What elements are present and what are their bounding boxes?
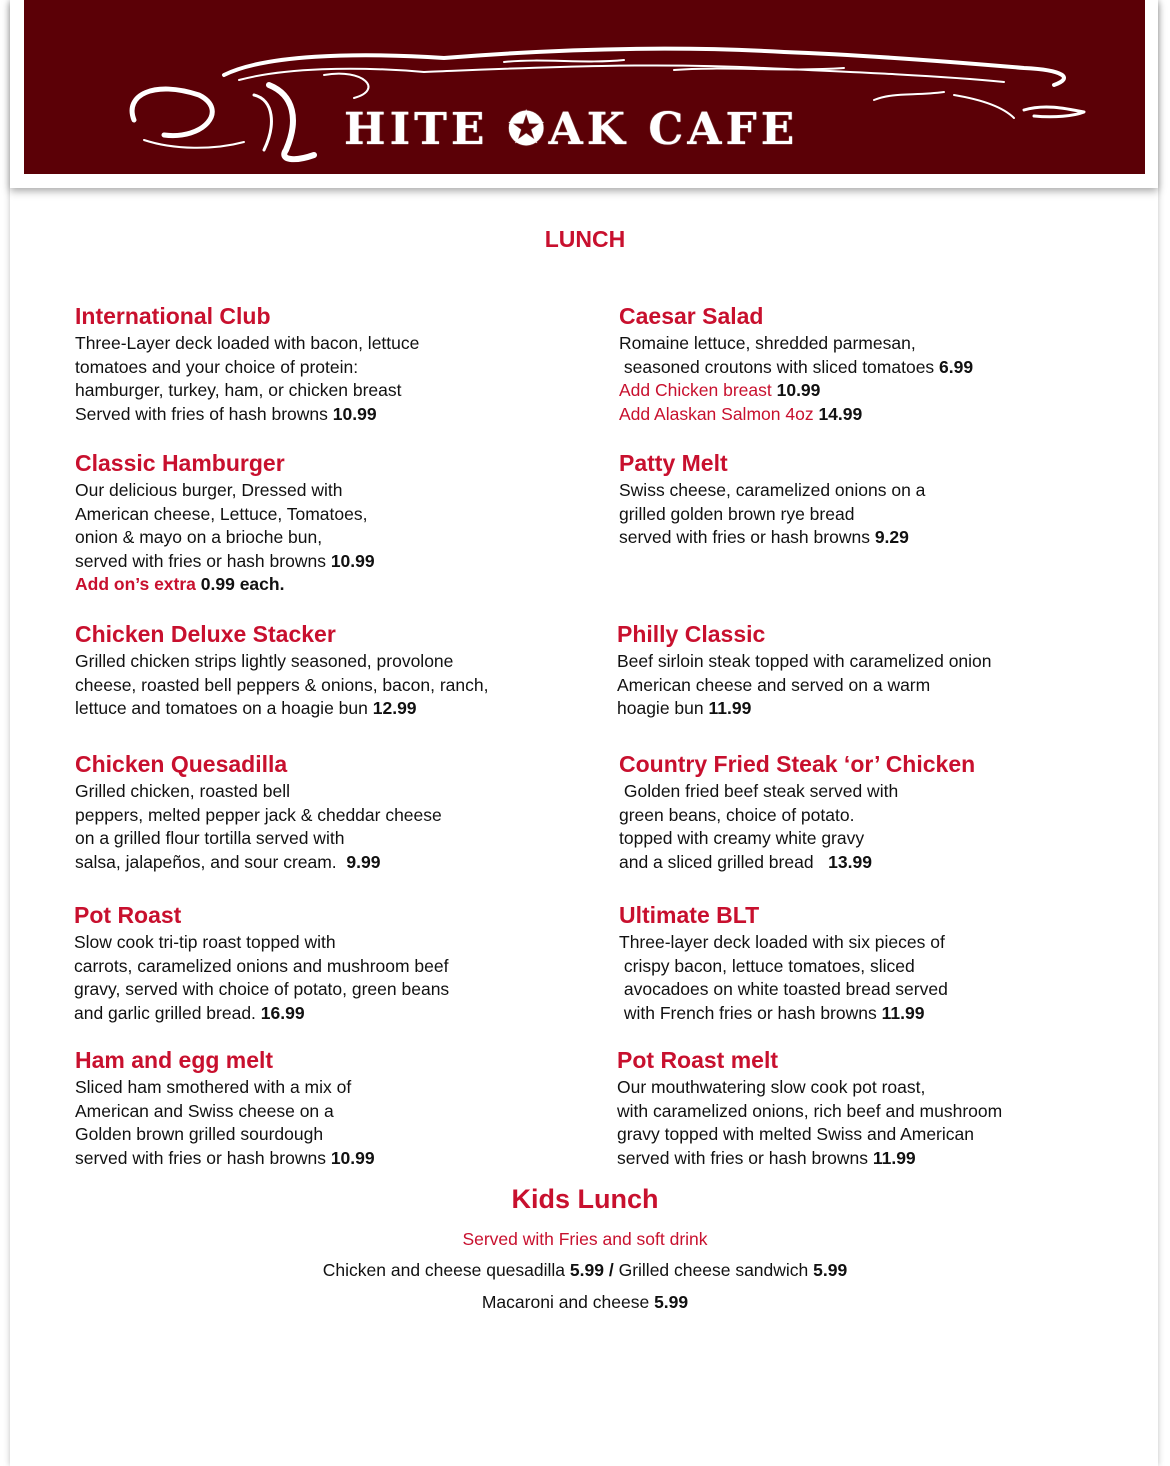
menu-item-description: Our mouthwatering slow cook pot roast, (617, 1077, 926, 1097)
menu-item-description: grilled golden brown rye bread (619, 503, 855, 524)
menu-item-line (75, 550, 555, 574)
menu-item-line (619, 780, 1099, 804)
menu-item-description: with French fries or hash browns (619, 1002, 877, 1023)
menu-item-price: 11.99 (708, 698, 752, 718)
menu-item-line (75, 479, 555, 503)
menu-item-line (74, 931, 554, 955)
kids-title: Kids Lunch (511, 1184, 659, 1214)
menu-item-line (619, 804, 1099, 828)
menu-item-price: 10.99 (330, 1147, 375, 1168)
menu-item-description: Slow cook tri-tip roast topped with (74, 932, 336, 952)
menu-item-line (619, 931, 1099, 955)
menu-item-line (74, 955, 554, 979)
menu-item-description: cheese, roasted bell peppers & onions, bacon, ranch, (75, 674, 489, 695)
menu-item-description: Sliced ham smothered with a mix of (75, 1077, 352, 1097)
menu-item-description: crispy bacon, lettuce tomatoes, sliced (619, 955, 915, 976)
menu-item-description: Beef sirloin steak topped with caramelized onion (617, 651, 992, 671)
menu-item (74, 901, 554, 1025)
menu-item-line (619, 526, 1099, 550)
menu-item-description: served with fries or hash browns (75, 550, 326, 571)
menu-item-description: Swiss cheese, caramelized onions on a (619, 480, 926, 500)
kids-item-price: 5.99 (569, 1260, 604, 1280)
menu-item-line (75, 573, 555, 597)
menu-item-name: Pot Roast (74, 902, 182, 928)
menu-item-description: Our delicious burger, Dressed with (75, 480, 343, 500)
menu-item-description: Add Alaskan Salmon 4oz (619, 403, 814, 424)
menu-item-line (617, 674, 1097, 698)
menu-item-line (619, 955, 1099, 979)
menu-item-description: hamburger, turkey, ham, or chicken breast (75, 380, 402, 400)
menu-item-description: salsa, jalapeños, and sour cream. (75, 851, 342, 872)
menu-item-description: American cheese and served on a warm (617, 674, 931, 695)
menu-item-line (619, 379, 1099, 403)
menu-item-description: American cheese, Lettuce, Tomatoes, (75, 503, 368, 524)
menu-item-line (75, 332, 555, 356)
menu-item-price: 9.29 (874, 527, 909, 547)
menu-item-line (617, 650, 1097, 674)
menu-item-name: Pot Roast melt (617, 1047, 779, 1073)
kids-item-name: Chicken and cheese quesadilla (322, 1260, 566, 1280)
menu-item-description: gravy topped with melted Swiss and American (617, 1124, 974, 1144)
menu-item-line (619, 332, 1099, 356)
menu-item-description: served with fries or hash browns (619, 527, 870, 547)
menu-item-description: avocadoes on white toasted bread served (619, 979, 948, 999)
menu-item-description: tomatoes and your choice of protein: (75, 356, 359, 377)
menu-item (619, 302, 1099, 426)
menu-item-line (617, 1123, 1097, 1147)
menu-item-description: Add on’s extra (75, 574, 196, 594)
menu-item (75, 302, 555, 426)
menu-item-description: Grilled chicken, roasted bell (75, 781, 290, 801)
menu-item-description: on a grilled flour tortilla served with (75, 828, 345, 848)
kids-line-2 (0, 1292, 1170, 1313)
menu-item-line (75, 827, 555, 851)
menu-item-name: Patty Melt (619, 450, 728, 476)
menu-item-line (619, 479, 1099, 503)
menu-item-price: 9.99 (346, 851, 381, 872)
menu-item-line (75, 503, 555, 527)
menu-item-description: topped with creamy white gravy (619, 828, 865, 848)
menu-item-line (75, 851, 555, 875)
menu-item-price: 12.99 (372, 698, 417, 718)
menu-item-line (617, 697, 1097, 721)
menu-item-name: Classic Hamburger (75, 450, 285, 476)
menu-item-description: gravy, served with choice of potato, green beans (74, 979, 450, 999)
menu-item-price: 13.99 (828, 851, 872, 872)
menu-item-line (74, 1002, 554, 1026)
kids-line-1 (0, 1260, 1170, 1281)
menu-item-name: Caesar Salad (619, 303, 764, 329)
menu-item-price: 11.99 (872, 1147, 916, 1168)
menu-item-price: 16.99 (260, 1002, 305, 1023)
menu-item-description: seasoned croutons with sliced tomatoes (619, 356, 935, 377)
menu-item-description: and garlic grilled bread. (74, 1002, 256, 1023)
menu-item-line (619, 851, 1099, 875)
menu-item-line (75, 674, 555, 698)
menu-item-line (619, 1002, 1099, 1026)
menu-item-line (75, 804, 555, 828)
menu-item-name: Chicken Deluxe Stacker (75, 621, 336, 647)
menu-item-line (619, 403, 1099, 427)
menu-item (75, 449, 555, 597)
menu-item-price: 10.99 (332, 403, 377, 424)
menu-item-line (619, 503, 1099, 527)
kids-item-name: Grilled cheese sandwich (618, 1260, 809, 1280)
menu-item (617, 620, 1097, 721)
menu-item-price: 6.99 (939, 356, 974, 377)
menu-item-line (75, 403, 555, 427)
menu-item (75, 1046, 555, 1170)
menu-item-price: 0.99 each. (200, 574, 285, 594)
menu-item-description: carrots, caramelized onions and mushroom beef (74, 955, 449, 976)
menu-item-line (75, 650, 555, 674)
menu-item-description: lettuce and tomatoes on a hoagie bun (75, 698, 368, 718)
section-title: LUNCH (544, 226, 626, 252)
menu-item-name: Ham and egg melt (75, 1047, 274, 1073)
menu-item-price: 14.99 (818, 403, 863, 424)
menu-item-price: 10.99 (330, 550, 375, 571)
menu-item-line (617, 1100, 1097, 1124)
kids-item-name: Macaroni and cheese (481, 1292, 650, 1312)
menu-item-line (75, 697, 555, 721)
menu-item-description: Three-Layer deck loaded with bacon, lettuce (75, 333, 420, 353)
logo-banner (24, 0, 1145, 174)
menu-item-line (75, 356, 555, 380)
menu-item-description: hoagie bun (617, 698, 704, 718)
menu-item-description: served with fries or hash browns (75, 1147, 326, 1168)
menu-item (75, 750, 555, 874)
menu-item-description: Golden fried beef steak served with (619, 781, 899, 801)
menu-item-name: Philly Classic (617, 621, 766, 647)
kids-item-price: 5.99 (813, 1260, 848, 1280)
menu-item-description: Served with fries of hash browns (75, 403, 328, 424)
menu-item-line (75, 379, 555, 403)
menu-item-description: Golden brown grilled sourdough (75, 1124, 324, 1144)
menu-item-name: Country Fried Steak ‘or’ Chicken (619, 751, 976, 777)
menu-item-description: Grilled chicken strips lightly seasoned, provolone (75, 651, 454, 671)
menu-item-description: served with fries or hash browns (617, 1147, 868, 1168)
menu-item (619, 901, 1099, 1025)
menu-item-line (617, 1076, 1097, 1100)
menu-item-line (619, 356, 1099, 380)
menu-item-description: and a sliced grilled bread (619, 851, 824, 872)
kids-item-price: 5.99 (654, 1292, 689, 1312)
menu-item-name: Ultimate BLT (619, 902, 760, 928)
menu-item-line (619, 978, 1099, 1002)
menu-item-line (75, 1076, 555, 1100)
menu-item (619, 449, 1099, 550)
logo-text: HITE ✪AK CAFE (344, 104, 799, 155)
menu-item-description: Three-layer deck loaded with six pieces of (619, 932, 945, 952)
menu-item (619, 750, 1099, 874)
kids-separator: / (608, 1260, 614, 1280)
menu-item (75, 620, 555, 721)
menu-item-description: onion & mayo on a brioche bun, (75, 527, 323, 547)
menu-item-line (75, 1123, 555, 1147)
menu-item (617, 1046, 1097, 1170)
menu-item-price: 11.99 (881, 1002, 925, 1023)
menu-item-name: International Club (75, 303, 271, 329)
kids-subtitle: Served with Fries and soft drink (462, 1229, 708, 1249)
menu-item-price: 10.99 (776, 380, 821, 400)
menu-item-line (75, 526, 555, 550)
menu-item-description: peppers, melted pepper jack & cheddar cheese (75, 804, 442, 825)
menu-item-line (74, 978, 554, 1002)
menu-item-description: American and Swiss cheese on a (75, 1100, 334, 1121)
menu-item-name: Chicken Quesadilla (75, 751, 288, 777)
menu-item-description: Romaine lettuce, shredded parmesan, (619, 333, 916, 353)
menu-item-description: with caramelized onions, rich beef and mushroom (617, 1100, 1003, 1121)
menu-item-line (75, 1147, 555, 1171)
menu-item-line (75, 780, 555, 804)
menu-item-description: Add Chicken breast (619, 380, 772, 400)
menu-item-line (617, 1147, 1097, 1171)
menu-item-description: green beans, choice of potato. (619, 804, 855, 825)
menu-item-line (75, 1100, 555, 1124)
menu-item-line (619, 827, 1099, 851)
